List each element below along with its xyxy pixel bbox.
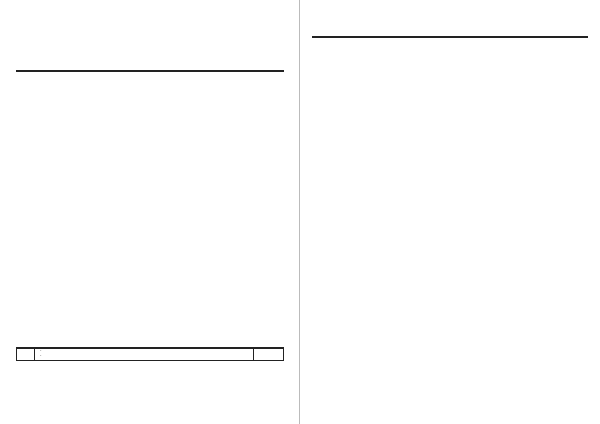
principal-program-table bbox=[16, 70, 284, 72]
section-items-row bbox=[17, 349, 284, 361]
continued-items-row bbox=[313, 37, 588, 38]
table-header-row bbox=[17, 71, 284, 72]
right-page bbox=[300, 0, 600, 424]
item-list bbox=[37, 349, 251, 360]
header-title bbox=[35, 71, 254, 72]
header-num bbox=[17, 71, 35, 72]
header-grade bbox=[254, 71, 284, 72]
list-item bbox=[49, 354, 251, 359]
principal-program-table-continued bbox=[16, 347, 284, 361]
principal-program-table-right bbox=[312, 36, 588, 38]
